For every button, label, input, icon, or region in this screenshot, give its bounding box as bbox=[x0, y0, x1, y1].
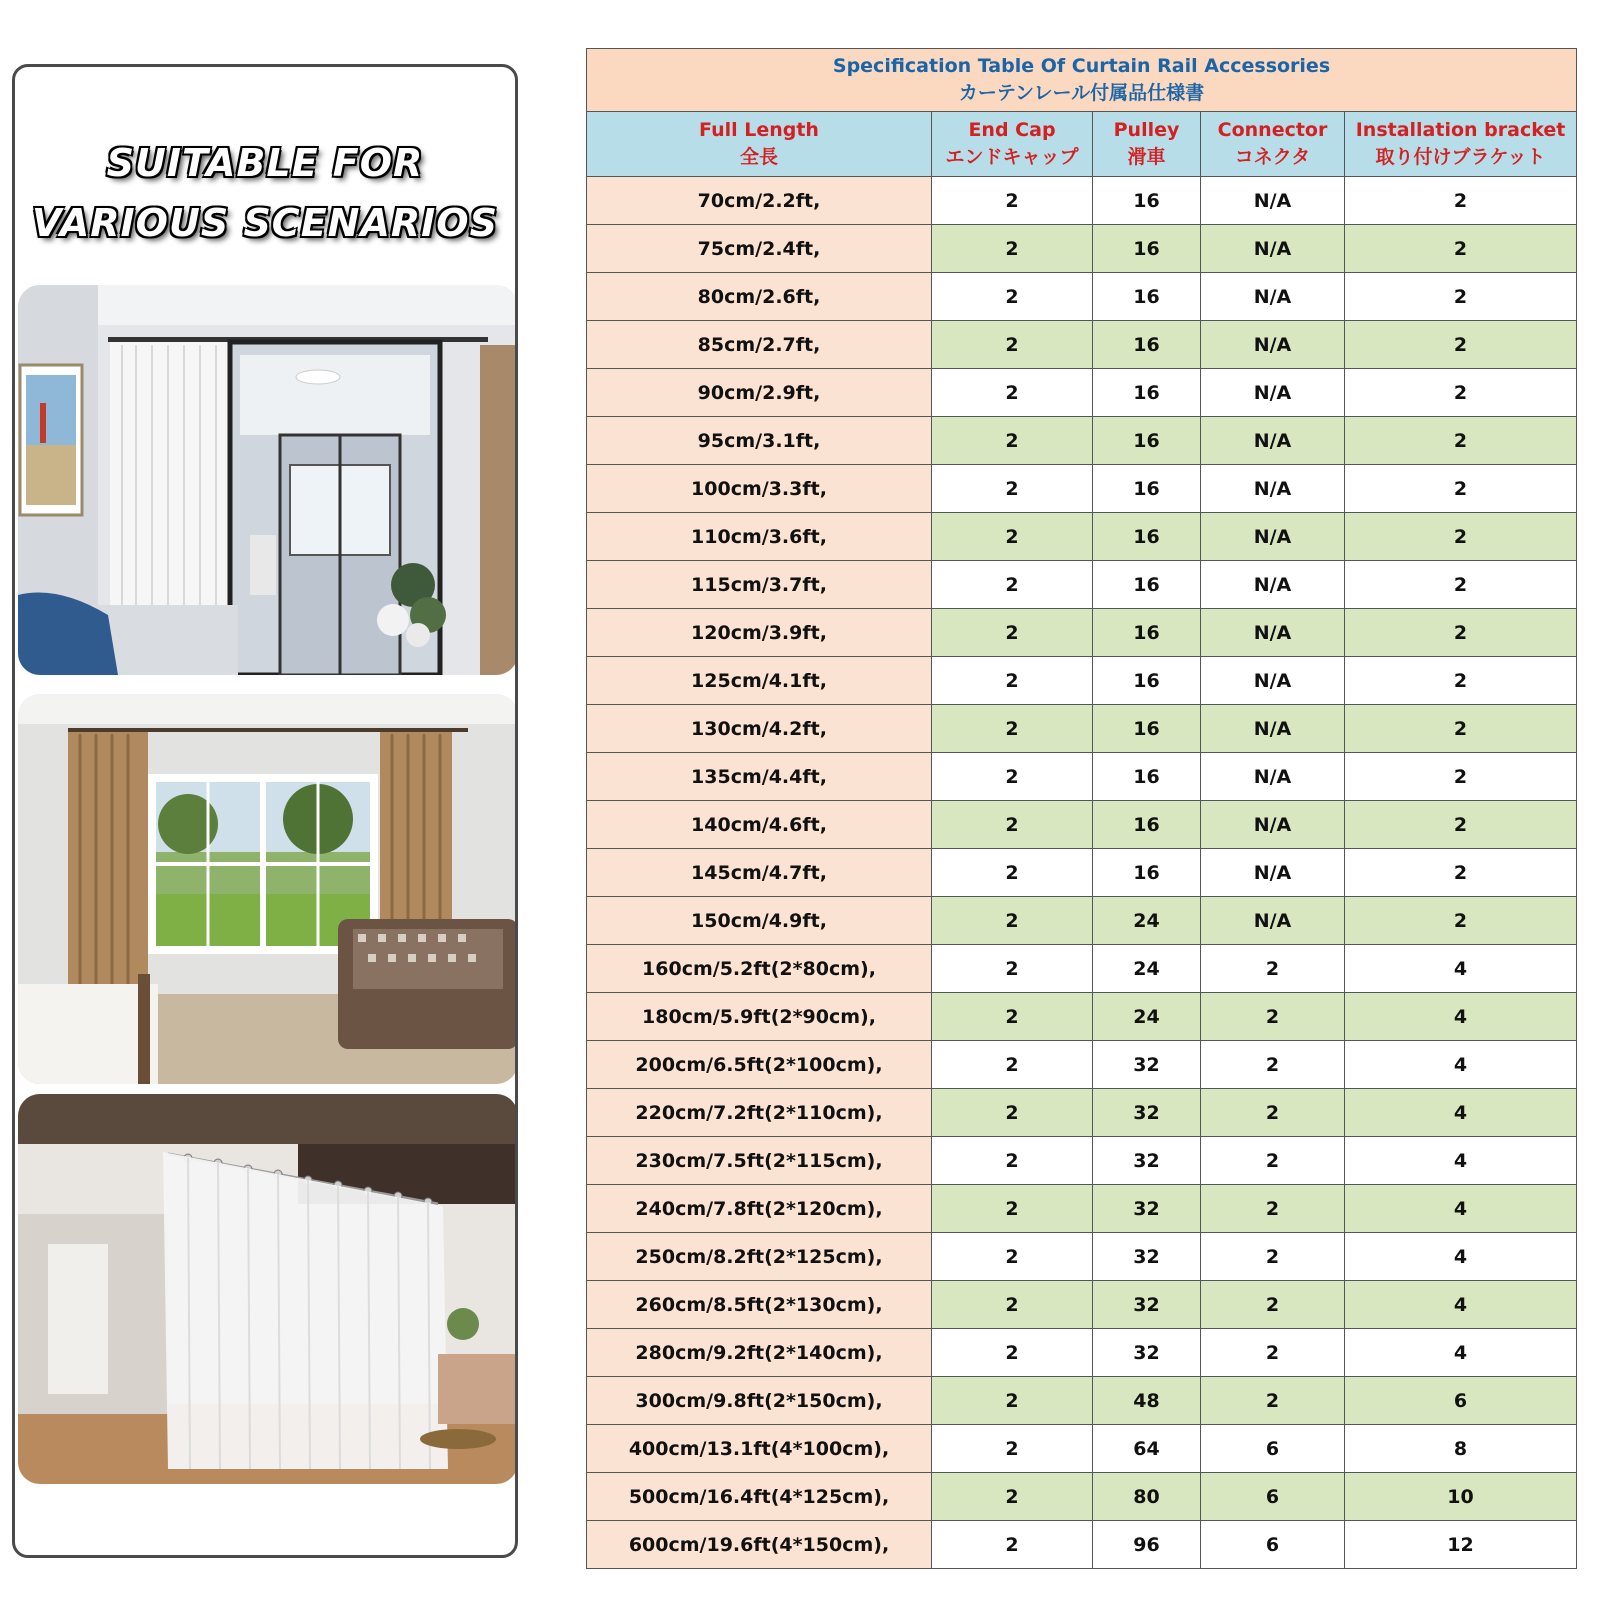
cell-end-cap: 2 bbox=[932, 945, 1093, 993]
header-jp: 取り付けブラケット bbox=[1375, 146, 1546, 168]
cell-full-length: 110cm/3.6ft, bbox=[587, 513, 932, 561]
header-en: Connector bbox=[1217, 119, 1328, 141]
cell-connector: N/A bbox=[1201, 417, 1345, 465]
cell-connector: 2 bbox=[1201, 945, 1345, 993]
header-en: Pulley bbox=[1113, 119, 1180, 141]
table-row bbox=[587, 801, 1577, 849]
cell-full-length: 70cm/2.2ft, bbox=[587, 177, 932, 225]
cell-full-length: 85cm/2.7ft, bbox=[587, 321, 932, 369]
cell-pulley: 80 bbox=[1093, 1473, 1201, 1521]
cell-end-cap: 2 bbox=[932, 657, 1093, 705]
cell-end-cap: 2 bbox=[932, 177, 1093, 225]
cell-full-length: 100cm/3.3ft, bbox=[587, 465, 932, 513]
cell-connector: 2 bbox=[1201, 1185, 1345, 1233]
table-row bbox=[587, 1521, 1577, 1569]
cell-pulley: 16 bbox=[1093, 657, 1201, 705]
table-title-en: Specification Table Of Curtain Rail Accessories bbox=[832, 55, 1331, 77]
table-row bbox=[587, 1089, 1577, 1137]
cell-end-cap: 2 bbox=[932, 801, 1093, 849]
scene-sheer-partition-curtain bbox=[18, 1094, 518, 1484]
table-row bbox=[587, 1281, 1577, 1329]
cell-full-length: 180cm/5.9ft(2*90cm), bbox=[587, 993, 932, 1041]
cell-pulley: 16 bbox=[1093, 753, 1201, 801]
cell-full-length: 230cm/7.5ft(2*115cm), bbox=[587, 1137, 932, 1185]
cell-full-length: 115cm/3.7ft, bbox=[587, 561, 932, 609]
table-row bbox=[587, 849, 1577, 897]
cell-installation-bracket: 10 bbox=[1345, 1473, 1577, 1521]
cell-connector: 6 bbox=[1201, 1521, 1345, 1569]
cell-pulley: 24 bbox=[1093, 897, 1201, 945]
cell-full-length: 500cm/16.4ft(4*125cm), bbox=[587, 1473, 932, 1521]
panel-title-line-2: VARIOUS SCENARIOS bbox=[32, 201, 498, 245]
cell-connector: 2 bbox=[1201, 1137, 1345, 1185]
cell-installation-bracket: 2 bbox=[1345, 417, 1577, 465]
cell-installation-bracket: 4 bbox=[1345, 945, 1577, 993]
cell-full-length: 140cm/4.6ft, bbox=[587, 801, 932, 849]
table-row bbox=[587, 657, 1577, 705]
panel-title-line-1: SUITABLE FOR bbox=[106, 141, 424, 185]
cell-pulley: 32 bbox=[1093, 1041, 1201, 1089]
header-full-length bbox=[587, 112, 932, 177]
cell-pulley: 64 bbox=[1093, 1425, 1201, 1473]
cell-connector: 2 bbox=[1201, 993, 1345, 1041]
header-connector bbox=[1201, 112, 1345, 177]
cell-pulley: 16 bbox=[1093, 417, 1201, 465]
cell-installation-bracket: 2 bbox=[1345, 609, 1577, 657]
cell-end-cap: 2 bbox=[932, 1425, 1093, 1473]
cell-full-length: 150cm/4.9ft, bbox=[587, 897, 932, 945]
cell-connector: N/A bbox=[1201, 897, 1345, 945]
cell-connector: 2 bbox=[1201, 1233, 1345, 1281]
header-en: End Cap bbox=[968, 119, 1056, 141]
cell-pulley: 24 bbox=[1093, 945, 1201, 993]
cell-installation-bracket: 2 bbox=[1345, 561, 1577, 609]
panel-title bbox=[15, 133, 515, 253]
cell-connector: 6 bbox=[1201, 1425, 1345, 1473]
table-row bbox=[587, 1137, 1577, 1185]
table-row bbox=[587, 1185, 1577, 1233]
cell-installation-bracket: 2 bbox=[1345, 465, 1577, 513]
header-jp: コネクタ bbox=[1234, 146, 1311, 168]
cell-full-length: 135cm/4.4ft, bbox=[587, 753, 932, 801]
cell-installation-bracket: 2 bbox=[1345, 321, 1577, 369]
cell-connector: N/A bbox=[1201, 705, 1345, 753]
cell-connector: N/A bbox=[1201, 561, 1345, 609]
cell-connector: 2 bbox=[1201, 1377, 1345, 1425]
cell-pulley: 16 bbox=[1093, 705, 1201, 753]
cell-installation-bracket: 4 bbox=[1345, 1281, 1577, 1329]
cell-pulley: 16 bbox=[1093, 609, 1201, 657]
cell-full-length: 125cm/4.1ft, bbox=[587, 657, 932, 705]
cell-installation-bracket: 2 bbox=[1345, 705, 1577, 753]
scenarios-panel bbox=[12, 64, 518, 1558]
table-row bbox=[587, 1377, 1577, 1425]
table-row bbox=[587, 897, 1577, 945]
cell-pulley: 16 bbox=[1093, 465, 1201, 513]
table-row bbox=[587, 321, 1577, 369]
cell-end-cap: 2 bbox=[932, 1089, 1093, 1137]
header-jp: 滑車 bbox=[1127, 146, 1166, 168]
cell-full-length: 75cm/2.4ft, bbox=[587, 225, 932, 273]
cell-end-cap: 2 bbox=[932, 417, 1093, 465]
cell-connector: N/A bbox=[1201, 801, 1345, 849]
cell-connector: N/A bbox=[1201, 273, 1345, 321]
cell-end-cap: 2 bbox=[932, 1281, 1093, 1329]
table-row bbox=[587, 753, 1577, 801]
cell-full-length: 280cm/9.2ft(2*140cm), bbox=[587, 1329, 932, 1377]
cell-end-cap: 2 bbox=[932, 513, 1093, 561]
cell-installation-bracket: 2 bbox=[1345, 657, 1577, 705]
table-row bbox=[587, 225, 1577, 273]
scene-white-curtain-glass-door bbox=[18, 285, 518, 675]
cell-connector: N/A bbox=[1201, 657, 1345, 705]
cell-pulley: 16 bbox=[1093, 513, 1201, 561]
cell-connector: N/A bbox=[1201, 849, 1345, 897]
cell-pulley: 32 bbox=[1093, 1089, 1201, 1137]
table-row bbox=[587, 945, 1577, 993]
header-end-cap bbox=[932, 112, 1093, 177]
cell-pulley: 16 bbox=[1093, 369, 1201, 417]
cell-installation-bracket: 4 bbox=[1345, 1233, 1577, 1281]
cell-end-cap: 2 bbox=[932, 1137, 1093, 1185]
cell-installation-bracket: 2 bbox=[1345, 225, 1577, 273]
cell-pulley: 16 bbox=[1093, 225, 1201, 273]
table-row bbox=[587, 561, 1577, 609]
header-jp: エンドキャップ bbox=[945, 146, 1079, 168]
cell-connector: 2 bbox=[1201, 1329, 1345, 1377]
cell-pulley: 32 bbox=[1093, 1281, 1201, 1329]
cell-pulley: 16 bbox=[1093, 801, 1201, 849]
spec-table bbox=[586, 48, 1577, 1569]
cell-end-cap: 2 bbox=[932, 849, 1093, 897]
cell-pulley: 16 bbox=[1093, 321, 1201, 369]
cell-full-length: 95cm/3.1ft, bbox=[587, 417, 932, 465]
cell-pulley: 32 bbox=[1093, 1137, 1201, 1185]
cell-connector: N/A bbox=[1201, 369, 1345, 417]
cell-installation-bracket: 2 bbox=[1345, 177, 1577, 225]
table-row bbox=[587, 1233, 1577, 1281]
cell-full-length: 220cm/7.2ft(2*110cm), bbox=[587, 1089, 932, 1137]
cell-full-length: 240cm/7.8ft(2*120cm), bbox=[587, 1185, 932, 1233]
cell-full-length: 130cm/4.2ft, bbox=[587, 705, 932, 753]
cell-end-cap: 2 bbox=[932, 1521, 1093, 1569]
header-installation-bracket bbox=[1345, 112, 1577, 177]
cell-pulley: 16 bbox=[1093, 273, 1201, 321]
cell-full-length: 120cm/3.9ft, bbox=[587, 609, 932, 657]
header-en: Full Length bbox=[699, 119, 819, 141]
cell-pulley: 48 bbox=[1093, 1377, 1201, 1425]
table-row bbox=[587, 993, 1577, 1041]
cell-full-length: 600cm/19.6ft(4*150cm), bbox=[587, 1521, 932, 1569]
cell-pulley: 32 bbox=[1093, 1233, 1201, 1281]
cell-pulley: 16 bbox=[1093, 561, 1201, 609]
table-row bbox=[587, 1041, 1577, 1089]
table-row bbox=[587, 417, 1577, 465]
cell-installation-bracket: 8 bbox=[1345, 1425, 1577, 1473]
cell-full-length: 145cm/4.7ft, bbox=[587, 849, 932, 897]
spec-table-body bbox=[587, 177, 1577, 1569]
table-row bbox=[587, 273, 1577, 321]
cell-end-cap: 2 bbox=[932, 1041, 1093, 1089]
cell-installation-bracket: 2 bbox=[1345, 273, 1577, 321]
header-jp: 全長 bbox=[739, 146, 778, 168]
cell-full-length: 160cm/5.2ft(2*80cm), bbox=[587, 945, 932, 993]
table-row bbox=[587, 705, 1577, 753]
cell-connector: 2 bbox=[1201, 1041, 1345, 1089]
cell-end-cap: 2 bbox=[932, 225, 1093, 273]
table-row bbox=[587, 369, 1577, 417]
cell-end-cap: 2 bbox=[932, 1233, 1093, 1281]
cell-pulley: 32 bbox=[1093, 1329, 1201, 1377]
cell-full-length: 90cm/2.9ft, bbox=[587, 369, 932, 417]
table-row bbox=[587, 1425, 1577, 1473]
table-row bbox=[587, 177, 1577, 225]
cell-installation-bracket: 2 bbox=[1345, 849, 1577, 897]
cell-installation-bracket: 6 bbox=[1345, 1377, 1577, 1425]
cell-connector: 6 bbox=[1201, 1473, 1345, 1521]
cell-connector: N/A bbox=[1201, 513, 1345, 561]
cell-end-cap: 2 bbox=[932, 273, 1093, 321]
cell-connector: N/A bbox=[1201, 753, 1345, 801]
header-en: Installation bracket bbox=[1355, 119, 1566, 141]
cell-pulley: 96 bbox=[1093, 1521, 1201, 1569]
cell-end-cap: 2 bbox=[932, 609, 1093, 657]
table-row bbox=[587, 1473, 1577, 1521]
cell-end-cap: 2 bbox=[932, 897, 1093, 945]
cell-end-cap: 2 bbox=[932, 321, 1093, 369]
cell-installation-bracket: 4 bbox=[1345, 1137, 1577, 1185]
cell-end-cap: 2 bbox=[932, 1377, 1093, 1425]
header-pulley bbox=[1093, 112, 1201, 177]
cell-end-cap: 2 bbox=[932, 369, 1093, 417]
cell-full-length: 400cm/13.1ft(4*100cm), bbox=[587, 1425, 932, 1473]
cell-pulley: 24 bbox=[1093, 993, 1201, 1041]
cell-end-cap: 2 bbox=[932, 1473, 1093, 1521]
cell-installation-bracket: 4 bbox=[1345, 1089, 1577, 1137]
cell-full-length: 260cm/8.5ft(2*130cm), bbox=[587, 1281, 932, 1329]
cell-installation-bracket: 2 bbox=[1345, 513, 1577, 561]
cell-end-cap: 2 bbox=[932, 1329, 1093, 1377]
cell-end-cap: 2 bbox=[932, 993, 1093, 1041]
cell-installation-bracket: 2 bbox=[1345, 369, 1577, 417]
cell-full-length: 300cm/9.8ft(2*150cm), bbox=[587, 1377, 932, 1425]
table-title bbox=[587, 49, 1577, 112]
cell-connector: 2 bbox=[1201, 1281, 1345, 1329]
cell-end-cap: 2 bbox=[932, 705, 1093, 753]
table-row bbox=[587, 513, 1577, 561]
cell-end-cap: 2 bbox=[932, 561, 1093, 609]
cell-installation-bracket: 2 bbox=[1345, 753, 1577, 801]
cell-connector: N/A bbox=[1201, 465, 1345, 513]
cell-full-length: 250cm/8.2ft(2*125cm), bbox=[587, 1233, 932, 1281]
cell-installation-bracket: 2 bbox=[1345, 897, 1577, 945]
cell-pulley: 16 bbox=[1093, 849, 1201, 897]
cell-connector: N/A bbox=[1201, 609, 1345, 657]
cell-end-cap: 2 bbox=[932, 1185, 1093, 1233]
cell-connector: N/A bbox=[1201, 225, 1345, 273]
cell-full-length: 200cm/6.5ft(2*100cm), bbox=[587, 1041, 932, 1089]
cell-pulley: 32 bbox=[1093, 1185, 1201, 1233]
cell-installation-bracket: 4 bbox=[1345, 993, 1577, 1041]
scene-brown-curtain-window bbox=[18, 694, 518, 1084]
cell-end-cap: 2 bbox=[932, 465, 1093, 513]
cell-installation-bracket: 4 bbox=[1345, 1041, 1577, 1089]
table-row bbox=[587, 609, 1577, 657]
cell-end-cap: 2 bbox=[932, 753, 1093, 801]
cell-connector: 2 bbox=[1201, 1089, 1345, 1137]
cell-installation-bracket: 12 bbox=[1345, 1521, 1577, 1569]
cell-connector: N/A bbox=[1201, 321, 1345, 369]
cell-installation-bracket: 4 bbox=[1345, 1185, 1577, 1233]
cell-installation-bracket: 4 bbox=[1345, 1329, 1577, 1377]
cell-installation-bracket: 2 bbox=[1345, 801, 1577, 849]
cell-pulley: 16 bbox=[1093, 177, 1201, 225]
cell-connector: N/A bbox=[1201, 177, 1345, 225]
table-row bbox=[587, 1329, 1577, 1377]
table-title-jp: カーテンレール付属品仕様書 bbox=[958, 82, 1205, 104]
cell-full-length: 80cm/2.6ft, bbox=[587, 273, 932, 321]
table-row bbox=[587, 465, 1577, 513]
